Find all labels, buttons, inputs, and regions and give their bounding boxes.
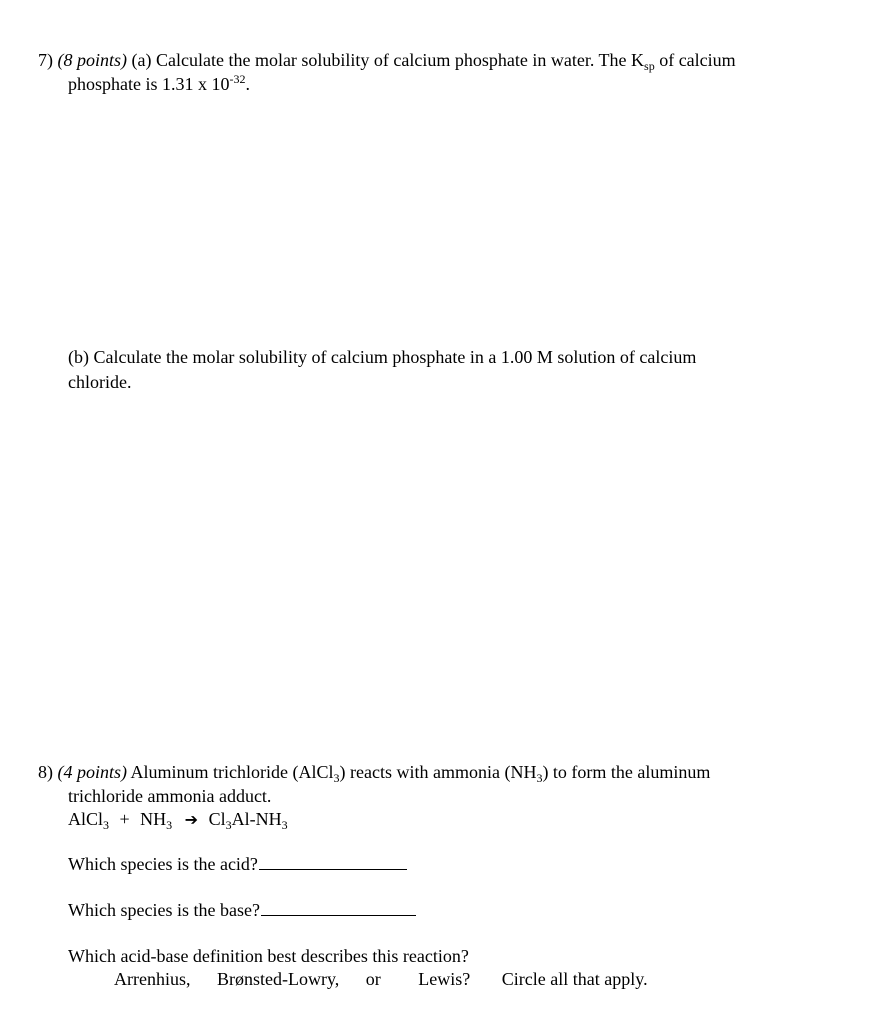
acid-question: Which species is the acid?: [68, 853, 407, 875]
reactant-nh3: $NH_3$: [140, 809, 173, 832]
question-7-points: (8 points): [57, 50, 127, 70]
question-7-line-1: [38, 49, 736, 71]
question-8-number: 8): [38, 762, 53, 782]
question-7a-text: Calculate the molar solubility of calcium phosphate in water. The $K_{sp}$ of calcium: [155, 50, 736, 73]
ksp-subscript: sp: [644, 59, 655, 73]
reaction-equation: [68, 808, 288, 831]
question-7b-line-1: (b) Calculate the molar solubility of calcium phosphate in a 1.00 M solution of calcium: [68, 347, 697, 367]
base-answer-blank[interactable]: [261, 899, 416, 916]
acid-answer-blank[interactable]: [259, 853, 407, 870]
ksp-exponent: -32: [229, 72, 246, 86]
product-adduct: $Cl_3Al-NH_3$: [208, 809, 288, 832]
question-7-line-2: phosphate is 1.31 x $10^{-32}$.: [68, 72, 250, 94]
question-8-line-1: [38, 761, 710, 783]
question-7-number: 7): [38, 50, 53, 70]
circle-instruction: Circle all that apply.: [501, 969, 648, 989]
question-7a-label: (a): [131, 50, 152, 70]
question-8-text: Aluminum trichloride (AlCl$_3$) reacts with ammonia $(NH_3)$ to form the aluminum: [130, 762, 711, 785]
definition-options: [114, 968, 648, 990]
reaction-arrow-icon: ➔: [184, 810, 199, 829]
definition-question: Which acid-base definition best describes this reaction?: [68, 946, 469, 966]
question-7b-line-2: chloride.: [68, 372, 132, 392]
plus-sign: +: [119, 809, 130, 829]
reactant-alcl3: AlCl$_3$: [68, 809, 110, 832]
option-lewis[interactable]: Lewis?: [418, 969, 471, 989]
base-question: Which species is the base?: [68, 899, 416, 921]
option-arrhenius[interactable]: Arrenhius,: [114, 969, 191, 989]
question-8-points: (4 points): [57, 762, 127, 782]
option-or: or: [365, 969, 381, 989]
question-8-line-2: trichloride ammonia adduct.: [68, 786, 272, 806]
option-bronsted-lowry[interactable]: Brønsted-Lowry,: [216, 969, 340, 989]
